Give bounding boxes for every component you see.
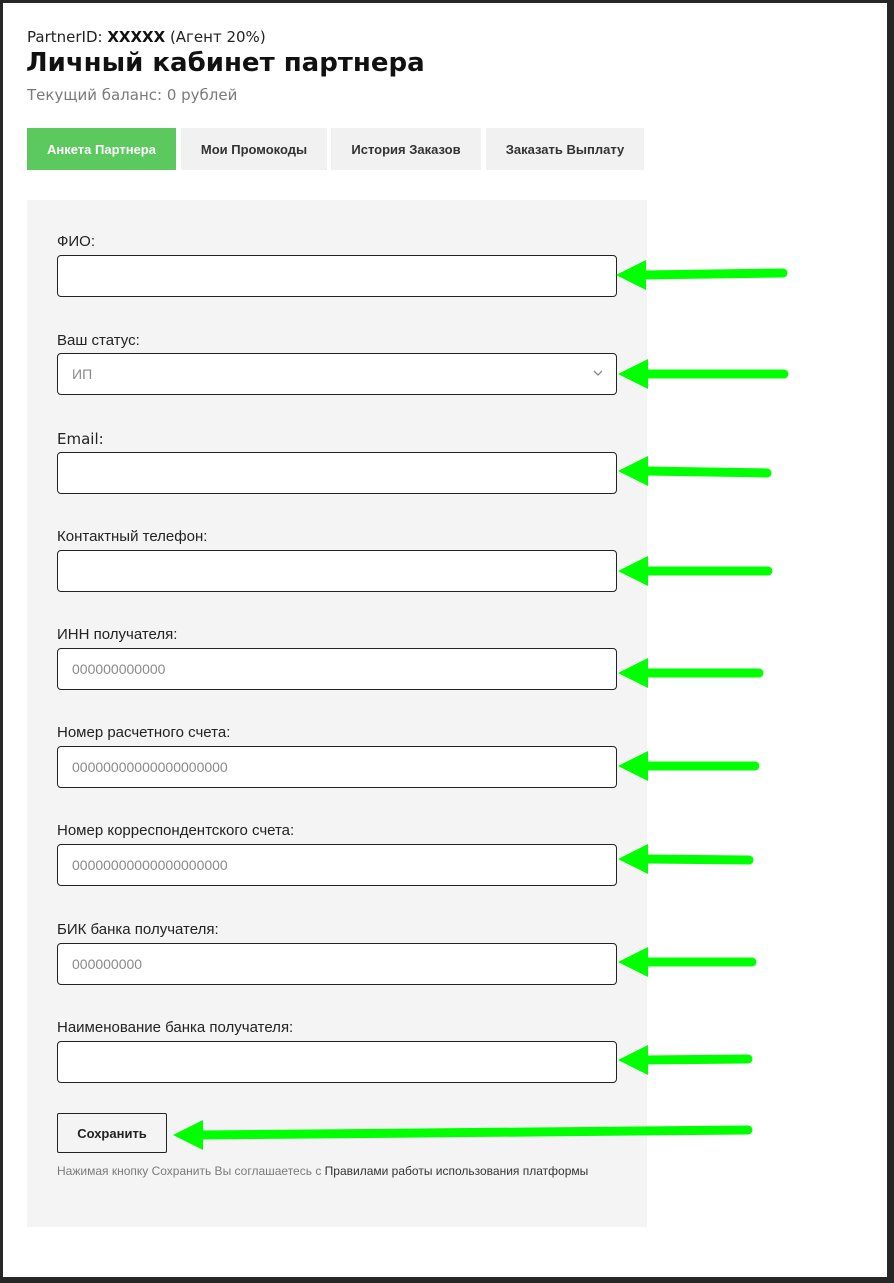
phone-input[interactable] xyxy=(57,550,617,592)
terms-link[interactable]: Правилами работы использования платформы xyxy=(324,1164,589,1178)
email-input[interactable] xyxy=(57,452,617,494)
account-input[interactable] xyxy=(57,746,617,788)
inn-input[interactable] xyxy=(57,648,617,690)
inn-label: ИНН получателя: xyxy=(57,626,178,643)
bank-name-input[interactable] xyxy=(57,1041,617,1083)
bik-label: БИК банка получателя: xyxy=(57,921,219,938)
partner-id-value: XXXXX xyxy=(107,28,166,46)
email-label: Email: xyxy=(57,430,104,448)
chevron-down-icon xyxy=(592,367,604,379)
terms-note xyxy=(57,1164,588,1178)
status-selected-value: ИП xyxy=(72,366,93,382)
tab-order-history[interactable]: История Заказов xyxy=(331,128,481,170)
save-button[interactable]: Сохранить xyxy=(57,1113,167,1153)
partner-id-line xyxy=(27,28,266,46)
partner-type: (Агент 20%) xyxy=(169,28,266,46)
partner-id-label: PartnerID: xyxy=(27,28,103,46)
corr-account-label: Номер корреспондентского счета: xyxy=(57,822,295,839)
fio-label: ФИО: xyxy=(57,233,96,250)
terms-text: Нажимая кнопку Сохранить Вы соглашаетесь с xyxy=(57,1164,322,1178)
tab-partner-profile[interactable]: Анкета Партнера xyxy=(27,128,176,170)
account-label: Номер расчетного счета: xyxy=(57,724,231,741)
bank-name-label: Наименование банка получателя: xyxy=(57,1019,294,1036)
page xyxy=(3,3,887,1277)
page-title: Личный кабинет партнера xyxy=(26,48,425,78)
balance-text: Текущий баланс: 0 рублей xyxy=(27,86,238,104)
bik-input[interactable] xyxy=(57,943,617,985)
tab-my-promocodes[interactable]: Мои Промокоды xyxy=(181,128,327,170)
status-select[interactable] xyxy=(57,353,617,395)
tab-request-payout[interactable]: Заказать Выплату xyxy=(486,128,644,170)
corr-account-input[interactable] xyxy=(57,844,617,886)
phone-label: Контактный телефон: xyxy=(57,528,208,545)
status-label: Ваш статус: xyxy=(57,332,140,349)
fio-input[interactable] xyxy=(57,255,617,297)
